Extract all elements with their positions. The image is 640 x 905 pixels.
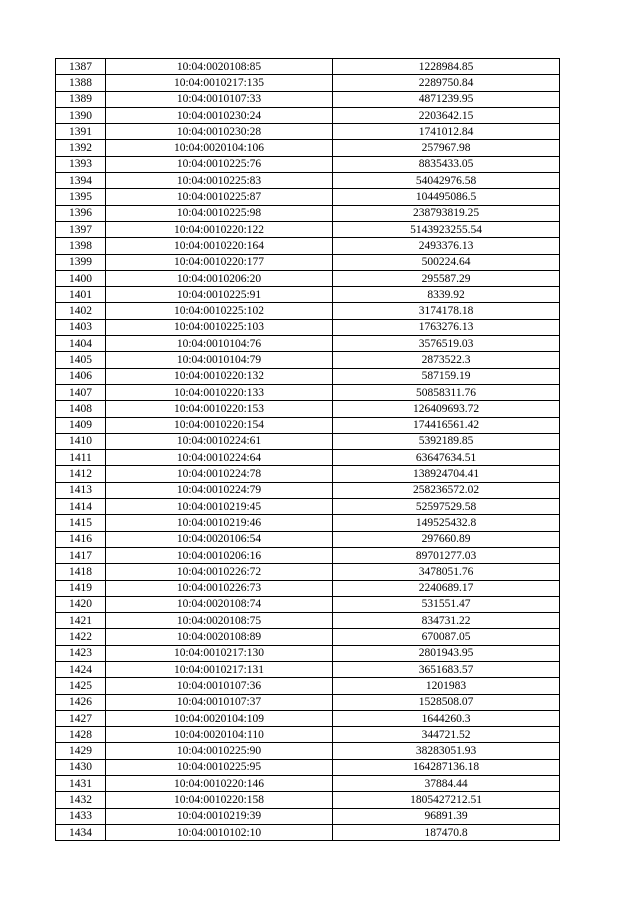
cadastral-number-cell: 10:04:0010225:90 [106,743,333,759]
cadastral-number-cell: 10:04:0010219:46 [106,515,333,531]
table-row [56,384,560,400]
row-number-cell: 1409 [56,417,106,433]
table-row [56,727,560,743]
row-number-cell: 1416 [56,531,106,547]
value-cell: 295587.29 [333,270,560,286]
value-cell: 1228984.85 [333,59,560,75]
cadastral-number-cell: 10:04:0010230:24 [106,107,333,123]
cadastral-number-cell: 10:04:0010225:83 [106,173,333,189]
cadastral-number-cell: 10:04:0010224:64 [106,450,333,466]
cadastral-number-cell: 10:04:0010217:130 [106,645,333,661]
value-cell: 3651683.57 [333,661,560,677]
cadastral-number-cell: 10:04:0020108:85 [106,59,333,75]
table-row [56,221,560,237]
value-cell: 96891.39 [333,808,560,824]
row-number-cell: 1404 [56,336,106,352]
value-cell: 89701277.03 [333,547,560,563]
cadastral-number-cell: 10:04:0010206:16 [106,547,333,563]
table-row [56,678,560,694]
table-row [56,173,560,189]
table-row [56,580,560,596]
table-row [56,515,560,531]
value-cell: 1763276.13 [333,319,560,335]
table-row [56,140,560,156]
row-number-cell: 1418 [56,564,106,580]
value-cell: 344721.52 [333,727,560,743]
row-number-cell: 1424 [56,661,106,677]
cadastral-number-cell: 10:04:0020104:110 [106,727,333,743]
table-row [56,401,560,417]
cadastral-number-cell: 10:04:0020104:109 [106,710,333,726]
cadastral-number-cell: 10:04:0010107:37 [106,694,333,710]
table-row [56,59,560,75]
cadastral-number-cell: 10:04:0020108:75 [106,613,333,629]
cadastral-number-cell: 10:04:0010219:39 [106,808,333,824]
table-row [56,564,560,580]
value-cell: 297660.89 [333,531,560,547]
cadastral-number-cell: 10:04:0010107:36 [106,678,333,694]
cadastral-number-cell: 10:04:0010220:154 [106,417,333,433]
row-number-cell: 1429 [56,743,106,759]
table-row [56,531,560,547]
row-number-cell: 1399 [56,254,106,270]
table-row [56,368,560,384]
table-row [56,694,560,710]
value-cell: 187470.8 [333,824,560,840]
cadastral-number-cell: 10:04:0020108:74 [106,596,333,612]
value-cell: 3576519.03 [333,336,560,352]
cadastral-number-cell: 10:04:0010220:132 [106,368,333,384]
value-cell: 238793819.25 [333,205,560,221]
cadastral-number-cell: 10:04:0010104:76 [106,336,333,352]
cadastral-number-cell: 10:04:0010226:72 [106,564,333,580]
table-row [56,710,560,726]
cadastral-number-cell: 10:04:0010217:135 [106,75,333,91]
value-cell: 587159.19 [333,368,560,384]
table-row [56,352,560,368]
cadastral-number-cell: 10:04:0010217:131 [106,661,333,677]
table-row [56,450,560,466]
value-cell: 50858311.76 [333,384,560,400]
value-cell: 2873522.3 [333,352,560,368]
table-row [56,75,560,91]
table-row [56,205,560,221]
row-number-cell: 1427 [56,710,106,726]
cadastral-value-table [55,58,560,841]
cadastral-number-cell: 10:04:0010225:103 [106,319,333,335]
cadastral-number-cell: 10:04:0010224:78 [106,466,333,482]
value-cell: 149525432.8 [333,515,560,531]
value-cell: 2203642.15 [333,107,560,123]
table-row [56,547,560,563]
row-number-cell: 1419 [56,580,106,596]
row-number-cell: 1398 [56,238,106,254]
cadastral-number-cell: 10:04:0020106:54 [106,531,333,547]
row-number-cell: 1432 [56,792,106,808]
value-cell: 257967.98 [333,140,560,156]
row-number-cell: 1407 [56,384,106,400]
row-number-cell: 1388 [56,75,106,91]
table-row [56,661,560,677]
table-row [56,759,560,775]
table-row [56,107,560,123]
value-cell: 500224.64 [333,254,560,270]
table-row [56,499,560,515]
table-body [56,59,560,841]
table-row [56,645,560,661]
table-row [56,596,560,612]
row-number-cell: 1420 [56,596,106,612]
row-number-cell: 1421 [56,613,106,629]
value-cell: 126409693.72 [333,401,560,417]
cadastral-number-cell: 10:04:0010224:61 [106,433,333,449]
value-cell: 1805427212.51 [333,792,560,808]
table-row [56,287,560,303]
row-number-cell: 1412 [56,466,106,482]
table-row [56,613,560,629]
row-number-cell: 1393 [56,156,106,172]
table-row [56,319,560,335]
table-row [56,156,560,172]
row-number-cell: 1411 [56,450,106,466]
row-number-cell: 1395 [56,189,106,205]
cadastral-number-cell: 10:04:0020108:89 [106,629,333,645]
value-cell: 52597529.58 [333,499,560,515]
value-cell: 258236572.02 [333,482,560,498]
value-cell: 2289750.84 [333,75,560,91]
table-row [56,792,560,808]
cadastral-number-cell: 10:04:0010220:133 [106,384,333,400]
table-row [56,629,560,645]
table-row [56,824,560,840]
row-number-cell: 1423 [56,645,106,661]
value-cell: 2493376.13 [333,238,560,254]
value-cell: 63647634.51 [333,450,560,466]
table-row [56,776,560,792]
row-number-cell: 1406 [56,368,106,384]
cadastral-number-cell: 10:04:0010226:73 [106,580,333,596]
row-number-cell: 1417 [56,547,106,563]
row-number-cell: 1433 [56,808,106,824]
value-cell: 164287136.18 [333,759,560,775]
cadastral-number-cell: 10:04:0010220:122 [106,221,333,237]
row-number-cell: 1434 [56,824,106,840]
table-row [56,466,560,482]
cadastral-number-cell: 10:04:0010225:102 [106,303,333,319]
cadastral-number-cell: 10:04:0010220:146 [106,776,333,792]
row-number-cell: 1430 [56,759,106,775]
table-row [56,91,560,107]
row-number-cell: 1396 [56,205,106,221]
cadastral-number-cell: 10:04:0010107:33 [106,91,333,107]
row-number-cell: 1426 [56,694,106,710]
value-cell: 1741012.84 [333,124,560,140]
row-number-cell: 1387 [56,59,106,75]
row-number-cell: 1431 [56,776,106,792]
table-row [56,417,560,433]
table-row [56,303,560,319]
cadastral-number-cell: 10:04:0010220:158 [106,792,333,808]
cadastral-number-cell: 10:04:0010219:45 [106,499,333,515]
row-number-cell: 1400 [56,270,106,286]
row-number-cell: 1408 [56,401,106,417]
row-number-cell: 1410 [56,433,106,449]
value-cell: 3174178.18 [333,303,560,319]
value-cell: 8339.92 [333,287,560,303]
table-row [56,189,560,205]
table-row [56,238,560,254]
value-cell: 104495086.5 [333,189,560,205]
table-row [56,270,560,286]
row-number-cell: 1394 [56,173,106,189]
row-number-cell: 1422 [56,629,106,645]
value-cell: 5143923255.54 [333,221,560,237]
value-cell: 2801943.95 [333,645,560,661]
row-number-cell: 1428 [56,727,106,743]
value-cell: 1528508.07 [333,694,560,710]
row-number-cell: 1413 [56,482,106,498]
cadastral-number-cell: 10:04:0010225:95 [106,759,333,775]
table-row [56,433,560,449]
table-row [56,808,560,824]
value-cell: 174416561.42 [333,417,560,433]
table-row [56,482,560,498]
value-cell: 37884.44 [333,776,560,792]
value-cell: 2240689.17 [333,580,560,596]
row-number-cell: 1397 [56,221,106,237]
cadastral-number-cell: 10:04:0010225:98 [106,205,333,221]
table-row [56,254,560,270]
row-number-cell: 1414 [56,499,106,515]
cadastral-number-cell: 10:04:0010104:79 [106,352,333,368]
row-number-cell: 1392 [56,140,106,156]
value-cell: 138924704.41 [333,466,560,482]
cadastral-number-cell: 10:04:0010230:28 [106,124,333,140]
value-cell: 54042976.58 [333,173,560,189]
value-cell: 3478051.76 [333,564,560,580]
table-row [56,743,560,759]
cadastral-number-cell: 10:04:0010102:10 [106,824,333,840]
cadastral-number-cell: 10:04:0010220:153 [106,401,333,417]
cadastral-number-cell: 10:04:0010220:164 [106,238,333,254]
cadastral-number-cell: 10:04:0010220:177 [106,254,333,270]
row-number-cell: 1390 [56,107,106,123]
table-row [56,336,560,352]
row-number-cell: 1425 [56,678,106,694]
value-cell: 8835433.05 [333,156,560,172]
cadastral-number-cell: 10:04:0010206:20 [106,270,333,286]
cadastral-number-cell: 10:04:0010224:79 [106,482,333,498]
value-cell: 5392189.85 [333,433,560,449]
row-number-cell: 1401 [56,287,106,303]
row-number-cell: 1391 [56,124,106,140]
cadastral-number-cell: 10:04:0010225:91 [106,287,333,303]
cadastral-number-cell: 10:04:0010225:76 [106,156,333,172]
table-row [56,124,560,140]
row-number-cell: 1403 [56,319,106,335]
value-cell: 1201983 [333,678,560,694]
row-number-cell: 1405 [56,352,106,368]
value-cell: 670087.05 [333,629,560,645]
row-number-cell: 1389 [56,91,106,107]
value-cell: 4871239.95 [333,91,560,107]
cadastral-number-cell: 10:04:0020104:106 [106,140,333,156]
value-cell: 531551.47 [333,596,560,612]
value-cell: 834731.22 [333,613,560,629]
value-cell: 1644260.3 [333,710,560,726]
row-number-cell: 1402 [56,303,106,319]
cadastral-number-cell: 10:04:0010225:87 [106,189,333,205]
row-number-cell: 1415 [56,515,106,531]
value-cell: 38283051.93 [333,743,560,759]
